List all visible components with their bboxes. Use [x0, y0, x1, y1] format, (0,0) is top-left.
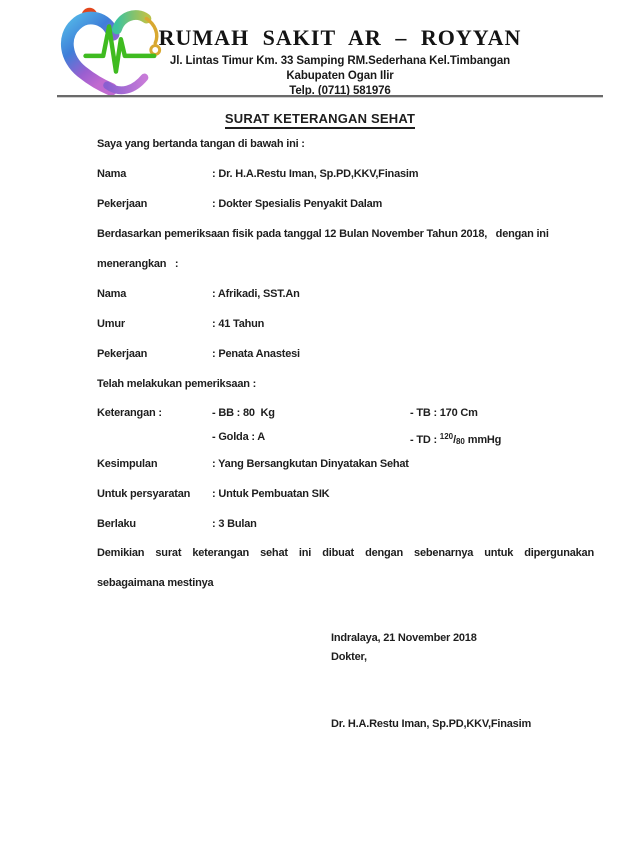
field-value: : Penata Anastesi	[212, 348, 300, 360]
field-value: : Yang Bersangkutan Dinyatakan Sehat	[212, 458, 409, 470]
keterangan-label: Keterangan :	[97, 407, 162, 419]
intro-line: Saya yang bertanda tangan di bawah ini :	[97, 138, 305, 150]
keterangan-row1	[97, 406, 594, 430]
patient-age-row	[97, 317, 594, 347]
conclusion-row	[97, 457, 594, 487]
field-label: Untuk persyaratan	[97, 488, 191, 500]
signature-block	[331, 629, 531, 734]
letterhead-divider	[57, 95, 603, 97]
signer-job-row	[97, 197, 594, 227]
field-value: : Untuk Pembuatan SIK	[212, 488, 330, 500]
td-slash: /	[453, 434, 456, 446]
closing-line2: sebagaimana mestinya	[97, 577, 214, 589]
field-value: : Dr. H.A.Restu Iman, Sp.PD,KKV,Finasim	[212, 168, 419, 180]
field-value: : Dokter Spesialis Penyakit Dalam	[212, 198, 383, 210]
basis-line2: menerangkan :	[97, 258, 179, 270]
hospital-name: RUMAH SAKIT AR – ROYYAN	[158, 25, 522, 50]
signature-name: Dr. H.A.Restu Iman, Sp.PD,KKV,Finasim	[331, 718, 532, 730]
weight-value: - BB : 80 Kg	[212, 407, 275, 419]
hospital-phone: Telp. (0711) 581976	[289, 85, 391, 97]
validity-row	[97, 517, 594, 546]
blood-pressure-value	[410, 430, 594, 457]
basis-line1: Berdasarkan pemeriksaan fisik pada tanggal 12 Bulan November Tahun 2018, dengan ini	[97, 228, 549, 240]
td-systolic: 120	[439, 432, 454, 441]
td-unit: mmHg	[464, 434, 502, 446]
document-title-text: SURAT KETERANGAN SEHAT	[225, 111, 415, 129]
patient-job-row	[97, 347, 594, 377]
letterhead	[50, 25, 630, 99]
field-label: Umur	[97, 318, 125, 330]
td-prefix: - TD :	[410, 434, 440, 446]
height-value: - TB : 170 Cm	[410, 407, 478, 419]
field-label: Pekerjaan	[97, 348, 148, 360]
closing-line1: Demikian surat keterangan sehat ini dibuat dengan sebenarnya untuk dipergunakan	[97, 547, 594, 559]
signer-name-row	[97, 167, 594, 197]
signature-role: Dokter,	[331, 651, 367, 663]
hospital-address-line1: Jl. Lintas Timur Km. 33 Samping RM.Sederhana Kel.Timbangan	[169, 55, 511, 67]
keterangan-row2	[97, 430, 594, 457]
signature-place-date: Indralaya, 21 November 2018	[331, 632, 477, 644]
document-title	[0, 110, 640, 129]
field-value: : Afrikadi, SST.An	[212, 288, 300, 300]
exam-heading: Telah melakukan pemeriksaan :	[97, 378, 257, 390]
purpose-row	[97, 487, 594, 517]
field-label: Nama	[97, 168, 127, 180]
blood-type-value: - Golda : A	[212, 431, 265, 443]
field-value: : 3 Bulan	[212, 518, 257, 530]
td-diastolic: 80	[455, 437, 465, 446]
field-label: Nama	[97, 288, 127, 300]
patient-name-row	[97, 287, 594, 317]
letter-body	[97, 137, 594, 606]
field-label: Pekerjaan	[97, 198, 148, 210]
field-label: Berlaku	[97, 518, 136, 530]
hospital-address-line2: Kabupaten Ogan Ilir	[286, 70, 394, 82]
field-label: Kesimpulan	[97, 458, 158, 470]
keterangan-label-spacer	[97, 430, 212, 457]
field-value: : 41 Tahun	[212, 318, 265, 330]
